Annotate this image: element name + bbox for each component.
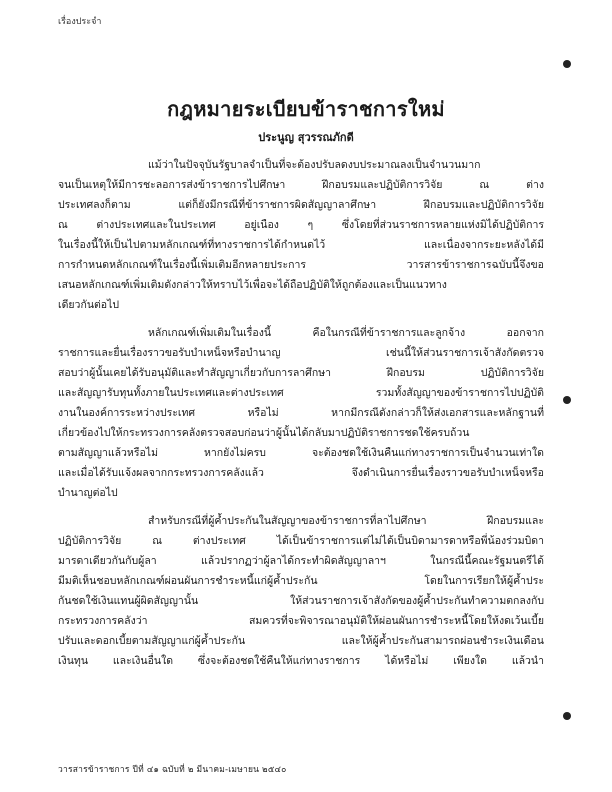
paragraph: [58, 323, 544, 503]
text-line: สอบว่าผู้นั้นเคยได้รับอนุมัติและทำสัญญาเกี่ยวกับการลาศึกษา ฝึกอบรม ปฏิบัติการวิจัย: [58, 367, 544, 379]
text-line: เกี่ยวข้องไปให้กระทรวงการคลังตรวจสอบก่อนว่าผู้นั้นได้กลับมาปฏิบัติราชการชดใช้ครบถ้วน: [58, 427, 470, 439]
text-line: แม้ว่าในปัจจุบันรัฐบาลจำเป็นที่จะต้องปรับลดงบประมาณลงเป็นจำนวนมาก: [148, 159, 481, 171]
text-line: กระทรวงการคลังว่า สมควรที่จะพิจารณาอนุมัติให้ผ่อนผันการชำระหนี้โดยให้งดเว้นเบี้ย: [58, 615, 544, 627]
article-body: [58, 155, 544, 679]
text-line: และสัญญารับทุนทั้งภายในประเทศและต่างประเทศ รวมทั้งสัญญาของข้าราชการไปปฏิบัติ: [58, 387, 544, 399]
paragraph: [58, 511, 544, 671]
binder-hole-icon: [563, 60, 571, 68]
text-line: ณ ต่างประเทศและในประเทศ อยู่เนือง ๆ ซึ่งโดยที่ส่วนราชการหลายแห่งมิได้ปฏิบัติการ: [58, 219, 544, 231]
text-line: การกำหนดหลักเกณฑ์ในเรื่องนี้เพิ่มเติมอีกหลายประการ วารสารข้าราชการฉบับนี้จึงขอ: [58, 259, 544, 271]
article-title: กฎหมายระเบียบข้าราชการใหม่: [167, 97, 445, 121]
paragraph: [58, 155, 544, 315]
text-line: และเมื่อได้รับแจ้งผลจากกระทรวงการคลังแล้ว จึงดำเนินการยื่นเรื่องราวขอรับบำเหน็จหรือ: [58, 467, 544, 479]
text-line: มีมติเห็นชอบหลักเกณฑ์ผ่อนผันการชำระหนี้แก่ผู้ค้ำประกัน โดยในการเรียกให้ผู้ค้ำประ: [58, 575, 544, 587]
running-head: เรื่องประจำ: [58, 17, 102, 27]
page-footer: วารสารข้าราชการ ปีที่ ๔๑ ฉบับที่ ๒ มีนาคม-เมษายน ๒๕๔๐: [58, 765, 287, 775]
text-line: กันชดใช้เงินแทนผู้ผิดสัญญานั้น ให้ส่วนราชการเจ้าสังกัดของผู้ค้ำประกันทำความตกลงกับ: [58, 595, 544, 607]
text-line: ปฏิบัติการวิจัย ณ ต่างประเทศ ได้เป็นข้าราชการแต่ไม่ได้เป็นบิดามารดาหรือพี่น้องร่วมบิดา: [58, 535, 544, 547]
text-line: เดียวกันต่อไป: [58, 299, 120, 311]
text-line: ประเทศลงก็ตาม แต่ก็ยังมีกรณีที่ข้าราชการผิดสัญญาลาศึกษา ฝึกอบรมและปฏิบัติการวิจัย: [58, 199, 544, 211]
text-line: เสนอหลักเกณฑ์เพิ่มเติมดังกล่าวให้ทราบไว้เพื่อจะได้ถือปฏิบัติให้ถูกต้องและเป็นแนวทาง: [58, 279, 447, 291]
text-line: ตามสัญญาแล้วหรือไม่ หากยังไม่ครบ จะต้องชดใช้เงินคืนแก่ทางราชการเป็นจำนวนเท่าใด: [58, 447, 544, 459]
binder-hole-icon: [563, 712, 571, 720]
binder-hole-icon: [563, 396, 571, 404]
article-author: ประนูญ สุวรรณภักดี: [258, 131, 354, 144]
text-line: ในเรื่องนี้ให้เป็นไปตามหลักเกณฑ์ที่ทางราชการได้กำหนดไว้ และเนื่องจากระยะหลังได้มี: [58, 239, 544, 251]
text-line: งานในองค์การระหว่างประเทศ หรือไม่ หากมีกรณีดังกล่าวก็ให้ส่งเอกสารและหลักฐานที่: [58, 407, 544, 419]
text-line: เงินทุน และเงินอื่นใด ซึ่งจะต้องชดใช้คืนให้แก่ทางราชการ ได้หรือไม่ เพียงใด แล้วนำ: [58, 655, 544, 667]
text-line: บำนาญต่อไป: [58, 487, 118, 499]
text-line: ปรับและดอกเบี้ยตามสัญญาแก่ผู้ค้ำประกัน และให้ผู้ค้ำประกันสามารถผ่อนชำระเงินเดือน: [58, 635, 544, 647]
text-line: สำหรับกรณีที่ผู้ค้ำประกันในสัญญาของข้าราชการที่ลาไปศึกษา ฝึกอบรมและ: [148, 515, 544, 527]
text-line: จนเป็นเหตุให้มีการชะลอการส่งข้าราชการไปศึกษา ฝึกอบรมและปฏิบัติการวิจัย ณ ต่าง: [58, 179, 544, 191]
text-line: หลักเกณฑ์เพิ่มเติมในเรื่องนี้ คือในกรณีที่ข้าราชการและลูกจ้าง ออกจาก: [148, 327, 544, 339]
text-line: มารดาเดียวกันกับผู้ลา แล้วปรากฏว่าผู้ลาได้กระทำผิดสัญญาลาฯ ในกรณีนี้คณะรัฐมนตรีได้: [58, 555, 544, 567]
text-line: ราชการและยื่นเรื่องราวขอรับบำเหน็จหรือบำนาญ เช่นนี้ให้ส่วนราชการเจ้าสังกัดตรวจ: [58, 347, 544, 359]
